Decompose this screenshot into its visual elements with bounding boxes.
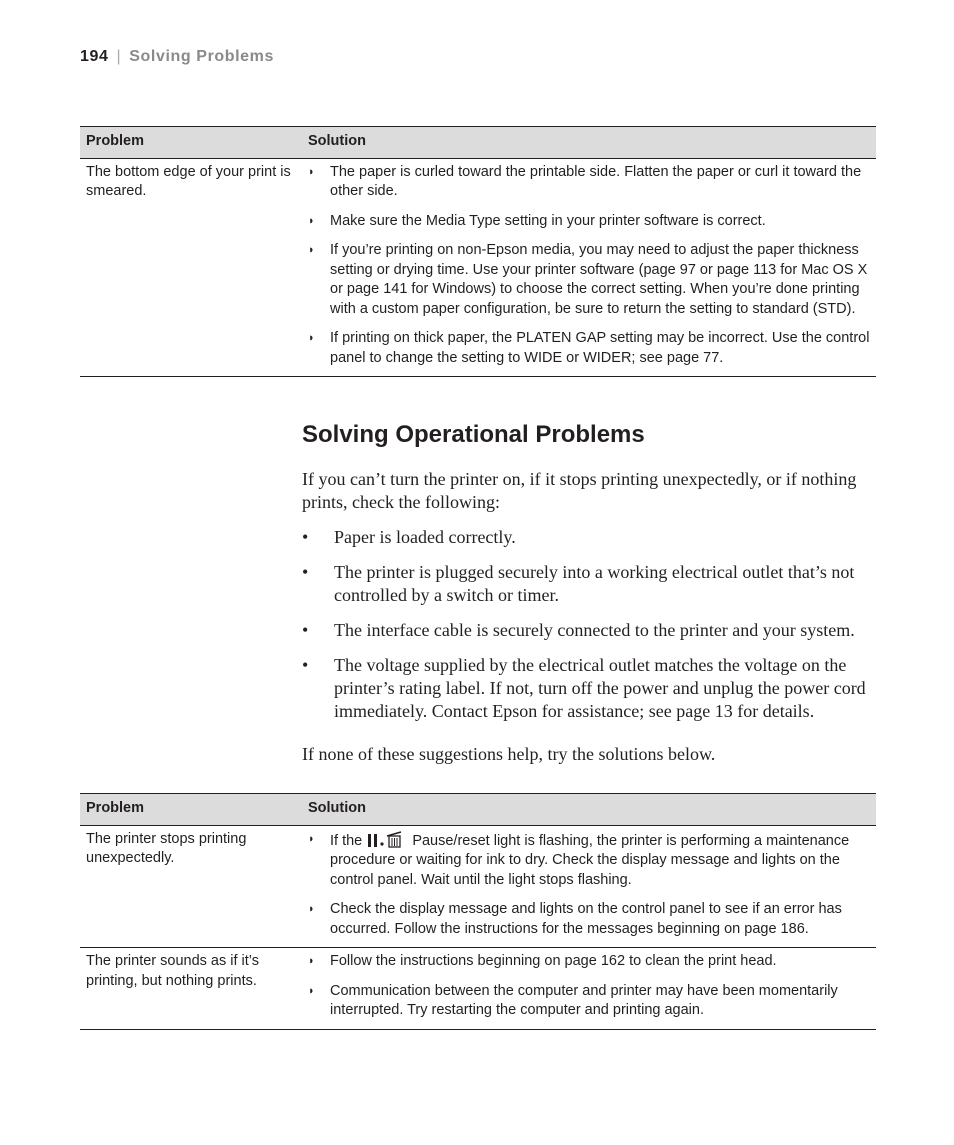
problem-cell: The bottom edge of your print is smeared. <box>80 158 302 377</box>
section-name: Solving Problems <box>129 48 275 65</box>
solution-item <box>308 241 870 319</box>
problem-cell: The printer stops printing unexpectedly. <box>80 825 302 948</box>
pause-reset-icon <box>366 830 408 848</box>
list-item-text: The interface cable is securely connected to the printer and your system. <box>334 620 855 640</box>
bullet-icon: • <box>302 620 309 640</box>
col-header-problem: Problem <box>80 794 302 826</box>
intro-paragraph: If you can’t turn the printer on, if it stops printing unexpectedly, or if nothing prints, check the following: <box>302 469 857 512</box>
bullet-icon: ◗ <box>308 332 315 344</box>
table-row <box>80 158 876 377</box>
list-item-text: The voltage supplied by the electrical outlet matches the voltage on the printer’s rating label. If not, turn off the power and unplug the power cord immediately. Contact Epson for assistance; see page 13 for details. <box>334 655 866 721</box>
bullet-icon: • <box>302 655 309 675</box>
bullet-icon: ◗ <box>308 244 315 256</box>
col-header-solution: Solution <box>302 794 876 826</box>
solution-item <box>308 952 870 972</box>
solution-item <box>308 329 870 368</box>
page-number: 194 <box>80 48 109 65</box>
solution-item <box>308 163 870 202</box>
solution-text: Make sure the Media Type setting in your printer software is correct. <box>330 212 766 229</box>
solution-cell <box>302 158 876 377</box>
checklist <box>302 526 882 723</box>
bullet-icon: ◗ <box>308 214 315 227</box>
problem-table-2 <box>80 793 876 1030</box>
list-item <box>302 619 882 642</box>
solution-text: If printing on thick paper, the PLATEN GAP setting may be incorrect. Use the control panel to change the setting to WIDE or WIDER; see page 77. <box>330 330 870 366</box>
col-header-problem: Problem <box>80 127 302 159</box>
section-body <box>302 468 882 766</box>
section-title: Solving Operational Problems <box>302 421 645 448</box>
outro-paragraph: If none of these suggestions help, try the solutions below. <box>302 744 716 764</box>
bullet-icon: • <box>302 562 309 582</box>
bullet-icon: ◗ <box>308 955 315 967</box>
bullet-icon: ◗ <box>308 903 315 915</box>
table-row <box>80 825 876 948</box>
list-item <box>302 654 882 723</box>
problem-cell: The printer sounds as if it’s printing, but nothing prints. <box>80 948 302 1030</box>
solution-text: The paper is curled toward the printable side. Flatten the paper or curl it toward the other side. <box>330 163 862 199</box>
solution-text: Communication between the computer and printer may have been momentarily interrupted. Try restarting the computer and printing again. <box>330 982 838 1018</box>
solution-text: If the <box>330 832 363 849</box>
solution-cell <box>302 948 876 1030</box>
running-header <box>80 48 274 66</box>
solution-text: Pause/reset light is flashing, the printer is performing a maintenance procedure or waiting for ink to dry. Check the display message and lights on the control panel. Wait until the light stops flashing. <box>330 832 850 888</box>
solution-cell <box>302 825 876 948</box>
solution-text: Follow the instructions beginning on page 162 to clean the print head. <box>330 953 777 969</box>
bullet-icon: ◗ <box>308 984 315 997</box>
solution-text: If you’re printing on non-Epson media, you may need to adjust the paper thickness setting or drying time. Use your printer software (page 97 or page 113 for Mac OS X or page 141 for Windows) to choose the correct setting. When you’re done printing with a custom paper configuration, be sure to return the setting to standard (STD). <box>330 242 868 317</box>
list-item <box>302 561 882 607</box>
header-separator: | <box>116 48 122 65</box>
list-item <box>302 526 882 549</box>
solution-item <box>308 900 870 939</box>
solution-text: Check the display message and lights on the control panel to see if an error has occurred. Follow the instructions for the messages beginning on page 186. <box>330 901 842 937</box>
table-row <box>80 948 876 1030</box>
list-item-text: The printer is plugged securely into a working electrical outlet that’s not controlled by a switch or timer. <box>334 562 855 605</box>
bullet-icon: • <box>302 527 309 547</box>
list-item-text: Paper is loaded correctly. <box>334 527 516 547</box>
bullet-icon: ◗ <box>308 832 315 845</box>
col-header-solution: Solution <box>302 127 876 159</box>
solution-item <box>308 212 870 232</box>
bullet-icon: ◗ <box>308 165 315 178</box>
solution-item <box>308 982 870 1021</box>
solution-item <box>308 830 870 891</box>
problem-table-1 <box>80 126 876 377</box>
